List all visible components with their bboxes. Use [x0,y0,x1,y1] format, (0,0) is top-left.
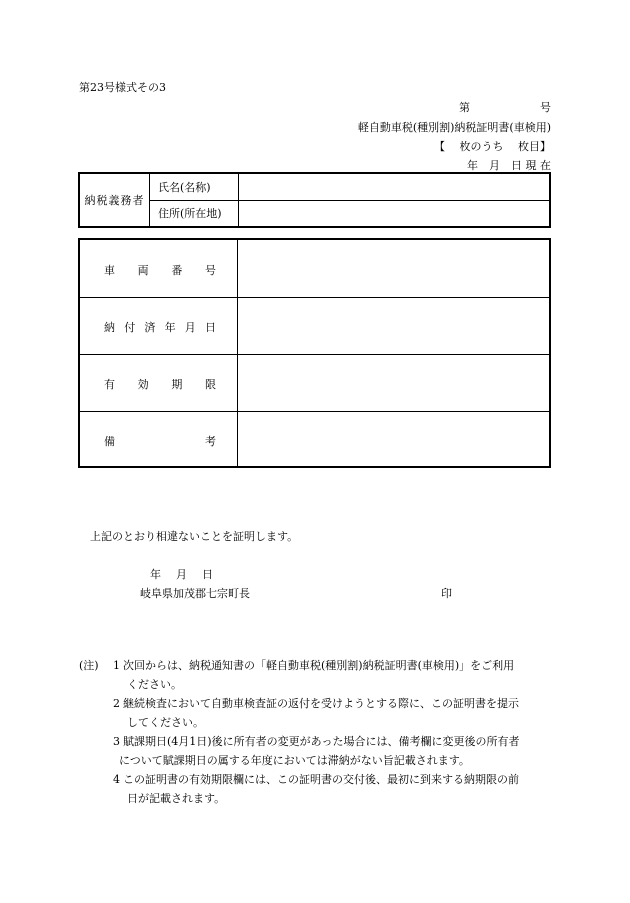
document-title: 軽自動車税(種別割)納税証明書(車検用) [357,121,551,134]
issuer-name: 岐阜県加茂郡七宗町長 [140,587,250,600]
name-label: 氏名(名称) [150,174,239,200]
form-number: 第23号様式その3 [79,81,166,94]
payment-date-label: 納 付 済 年 月 日 [104,321,216,334]
column-divider [237,240,238,466]
notes-heading: (注) [79,659,99,672]
note-line: 次回からは、納税通知書の「軽自動車税(種別割)納税証明書(車検用)」をご利用 [123,659,515,672]
note-line: 日が記載されます。 [127,792,226,805]
name-value [239,174,549,200]
note-line: 賦課期日(4月1日)後に所有者の変更があった場合には、備考欄に変更後の所有者 [123,735,520,748]
note-line: 継続検査において自動車検査証の返付を受けようとする際に、この証明書を提示 [123,697,519,710]
expiry-label: 有 効 期 限 [104,378,216,391]
note-number: 3 [113,735,120,748]
address-value [239,201,549,227]
note-line: この証明書の有効期限欄には、この証明書の交付後、最初に到来する納期限の前 [123,773,519,786]
vehicle-table [78,238,551,468]
note-number: 2 [113,697,120,710]
remarks-label: 備 考 [104,435,216,448]
note-number: 4 [113,773,120,786]
note-line: ください。 [127,678,182,691]
as-of-date: 年 月 日 現 在 [467,159,551,172]
sheet-count: 【 枚のうち 枚目】 [434,140,551,153]
vehicle-number-label: 車 両 番 号 [104,264,216,277]
note-number: 1 [113,659,120,672]
row-divider [80,411,549,412]
seal-mark: 印 [441,587,452,600]
note-item [79,694,559,732]
document-number-suffix: 号 [540,101,551,114]
note-item [79,732,559,770]
row-divider [80,354,549,355]
note-item [79,770,559,808]
certification-statement: 上記のとおり相違ないことを証明します。 [90,530,299,543]
notes-section [79,656,559,808]
address-label: 住所(所在地) [150,200,239,226]
document-number-prefix: 第 [459,101,470,114]
note-item [79,656,559,694]
taxpayer-label: 納税義務者 [80,174,150,226]
taxpayer-table [78,172,551,228]
note-line: してください。 [127,716,204,729]
note-line: について賦課期日の属する年度においては滞納がない旨記載されます。 [119,754,470,767]
row-divider [80,297,549,298]
issue-date: 年 月 日 [150,568,215,581]
